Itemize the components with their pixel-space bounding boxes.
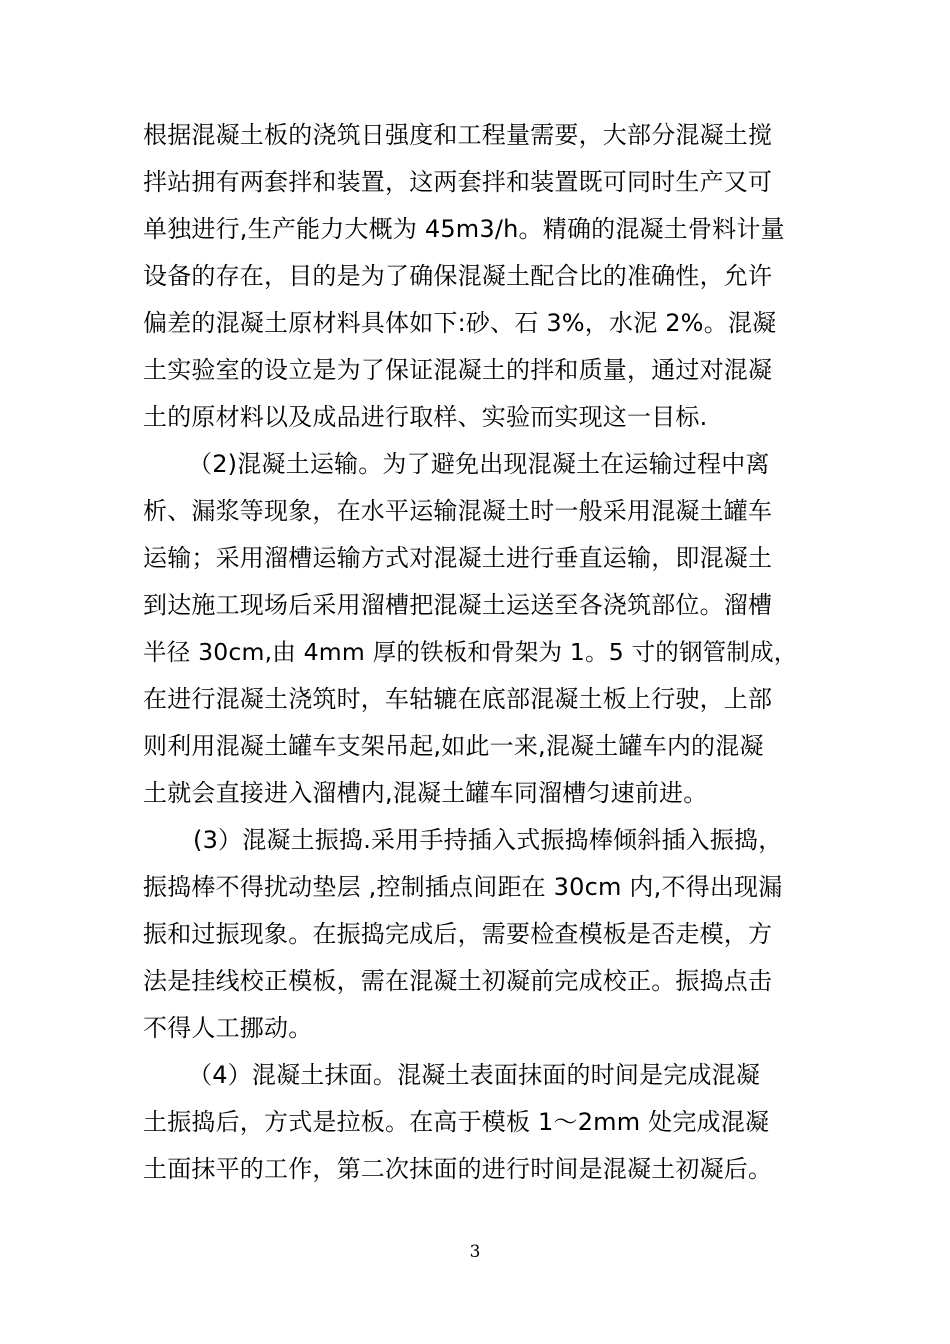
paragraph-line: （2)混凝土运输。为了避免出现混凝土在运输过程中离 [188, 450, 770, 478]
paragraph-line: 设备的存在，目的是为了确保混凝土配合比的准确性，允许 [143, 262, 773, 290]
paragraph-line: 土实验室的设立是为了保证混凝土的拌和质量，通过对混凝 [143, 356, 773, 384]
paragraph-line: 则利用混凝土罐车支架吊起,如此一来,混凝土罐车内的混凝 [143, 732, 764, 760]
paragraph-line: 偏差的混凝土原材料具体如下:砂、石 3%，水泥 2%。混凝 [143, 309, 777, 337]
paragraph-line: 根据混凝土板的浇筑日强度和工程量需要，大部分混凝土搅 [143, 121, 773, 149]
paragraph-line: 土就会直接进入溜槽内,混凝土罐车同溜槽匀速前进。 [143, 779, 708, 807]
page-number: 3 [469, 1242, 481, 1262]
paragraph-line: 法是挂线校正模板，需在混凝土初凝前完成校正。振捣点击 [143, 967, 773, 995]
paragraph-line: 运输；采用溜槽运输方式对混凝土进行垂直运输，即混凝土 [143, 544, 773, 572]
paragraph-line: 土的原材料以及成品进行取样、实验而实现这一目标. [143, 403, 708, 431]
paragraph-line: 振和过振现象。在振捣完成后，需要检查模板是否走模，方 [143, 920, 773, 948]
paragraph-line: 拌站拥有两套拌和装置，这两套拌和装置既可同时生产又可 [143, 168, 773, 196]
paragraph-line: 土面抹平的工作，第二次抹面的进行时间是混凝土初凝后。 [143, 1155, 773, 1183]
paragraph-line: 半径 30cm,由 4mm 厚的铁板和骨架为 1。5 寸的钢管制成， [143, 638, 798, 666]
paragraph-line: 在进行混凝土浇筑时，车轱辘在底部混凝土板上行驶，上部 [143, 685, 773, 713]
paragraph-line: 振捣棒不得扰动垫层 ,控制插点间距在 30cm 内,不得出现漏 [143, 873, 783, 901]
paragraph-line: 土振捣后，方式是拉板。在高于模板 1～2mm 处完成混凝 [143, 1108, 770, 1136]
paragraph-line: 单独进行,生产能力大概为 45m3/h。精确的混凝土骨料计量 [143, 215, 785, 243]
paragraph-line: 不得人工挪动。 [143, 1014, 313, 1042]
paragraph-line: (3）混凝土振捣.采用手持插入式振捣棒倾斜插入振捣， [193, 826, 783, 854]
paragraph-line: 到达施工现场后采用溜槽把混凝土运送至各浇筑部位。溜槽 [143, 591, 773, 619]
paragraph-line: （4）混凝土抹面。混凝土表面抹面的时间是完成混凝 [188, 1061, 761, 1089]
paragraph-line: 析、漏浆等现象，在水平运输混凝土时一般采用混凝土罐车 [143, 497, 773, 525]
